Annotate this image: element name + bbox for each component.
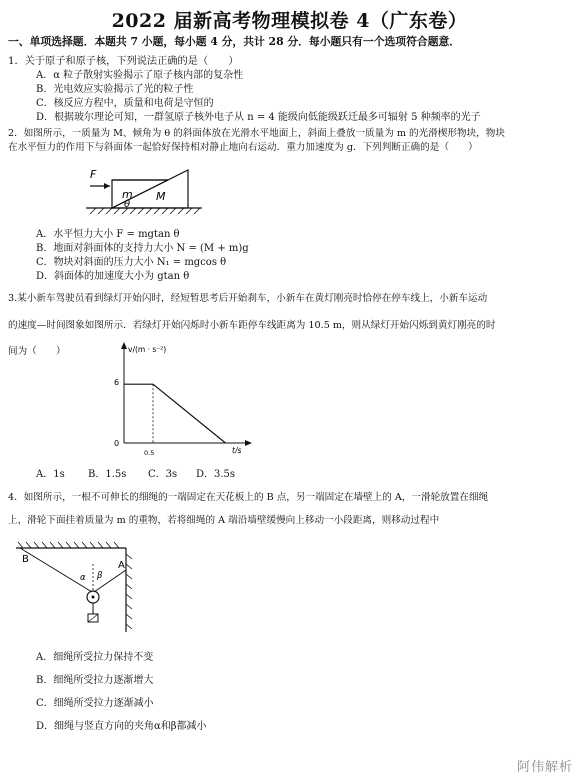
q2-stem-line1: 2．如图所示，一质量为 M、倾角为 θ 的斜面体放在光滑水平地面上，斜面上叠放一质量为 m 的光滑楔形物块，物块 xyxy=(8,128,505,139)
wall-hatching xyxy=(126,554,132,629)
q4-stem-line2: 上，滑轮下面挂着质量为 m 的重物，若将细绳的 A 端沿墙壁缓慢向上移动一小段距离，则移动过程中 xyxy=(8,515,440,526)
label-theta: θ xyxy=(124,199,131,210)
q1-option-b[interactable]: B．光电效应实验揭示了光的粒子性 xyxy=(36,84,194,95)
ground-hatching xyxy=(90,208,200,214)
q3-stem-line1: 3.某小新车驾驶员看到绿灯开始闪时，经短暂思考后开始刹车，小新车在黄灯刚亮时恰停在停车线上，小新车运动 xyxy=(8,293,488,304)
origin-label: 0 xyxy=(114,439,120,448)
q1-stem: 1．关于原子和原子核，下列说法正确的是（ ） xyxy=(8,56,239,67)
q2-option-c[interactable]: C．物块对斜面的压力大小 N₁ = mgcos θ xyxy=(36,257,227,268)
q2-option-d[interactable]: D．斜面体的加速度大小为 gtan θ xyxy=(36,271,190,282)
q3-option-b[interactable]: B．1.5s xyxy=(88,469,127,480)
label-b: B xyxy=(22,554,29,565)
q3-option-c[interactable]: C．3s xyxy=(148,469,178,480)
q4-option-b[interactable]: B．细绳所受拉力逐渐增大 xyxy=(36,675,154,686)
q3-stem-line3: 间为（ ） xyxy=(8,346,66,357)
q4-option-c[interactable]: C．细绳所受拉力逐渐减小 xyxy=(36,698,154,709)
x-axis-label: t/s xyxy=(232,446,242,455)
q2-option-a[interactable]: A．水平恒力大小 F = mgtan θ xyxy=(36,229,180,240)
y-tick-6: 6 xyxy=(114,378,120,387)
label-alpha: α xyxy=(80,573,86,583)
series-deceleration xyxy=(153,384,226,443)
label-beta: β xyxy=(97,571,103,581)
q2-stem-line2: 在水平恒力的作用下与斜面体一起恰好保持相对静止地向右运动．重力加速度为 g．下列判断正确的是（ ） xyxy=(8,142,478,153)
label-big-m: M xyxy=(156,190,166,203)
q1-option-d[interactable]: D．根据玻尔理论可知，一群氢原子核外电子从 n = 4 能级向低能级跃迁最多可辐射 5 种频率的光子 xyxy=(36,112,481,123)
q3-vt-chart xyxy=(108,340,258,460)
ceiling-hatching xyxy=(18,542,119,548)
q3-option-d[interactable]: D．3.5s xyxy=(196,469,236,480)
q2-option-b[interactable]: B．地面对斜面体的支持力大小 N = (M + m)g xyxy=(36,243,249,254)
q3-option-a[interactable]: A．1s xyxy=(36,469,65,480)
q3-stem-line2: 的速度—时间图象如图所示．若绿灯开始闪烁时小新车距停车线距离为 10.5 m，则从绿灯开始闪烁到黄灯刚亮的时 xyxy=(8,320,496,331)
x-tick-0-5: 0.5 xyxy=(144,449,155,457)
label-m: m xyxy=(122,188,133,201)
q2-incline-figure xyxy=(84,158,204,218)
q4-option-a[interactable]: A．细绳所受拉力保持不变 xyxy=(36,652,154,663)
q4-pulley-figure xyxy=(14,540,134,634)
q1-option-c[interactable]: C．核反应方程中，质量和电荷是守恒的 xyxy=(36,98,214,109)
label-f: F xyxy=(90,168,97,181)
q4-option-d[interactable]: D．细绳与竖直方向的夹角α和β都减小 xyxy=(36,721,207,732)
label-a: A xyxy=(118,560,125,571)
watermark: 阿伟解析 xyxy=(516,760,573,775)
q4-stem-line1: 4．如图所示，一根不可伸长的细绳的一端固定在天花板上的 B 点，另一端固定在墙壁上的 A，一滑轮放置在细绳 xyxy=(8,492,489,503)
q1-option-a[interactable]: A．α 粒子散射实验揭示了原子核内部的复杂性 xyxy=(36,70,244,81)
section-heading: 一、单项选择题．本题共 7 小题，每小题 4 分，共计 28 分．每小题只有一个选项符合题意． xyxy=(8,35,461,48)
y-axis-label: v/(m · s⁻²) xyxy=(128,345,167,354)
rope-left xyxy=(20,548,92,592)
page-title: 2022 届新高考物理模拟卷 4（广东卷） xyxy=(111,10,468,32)
